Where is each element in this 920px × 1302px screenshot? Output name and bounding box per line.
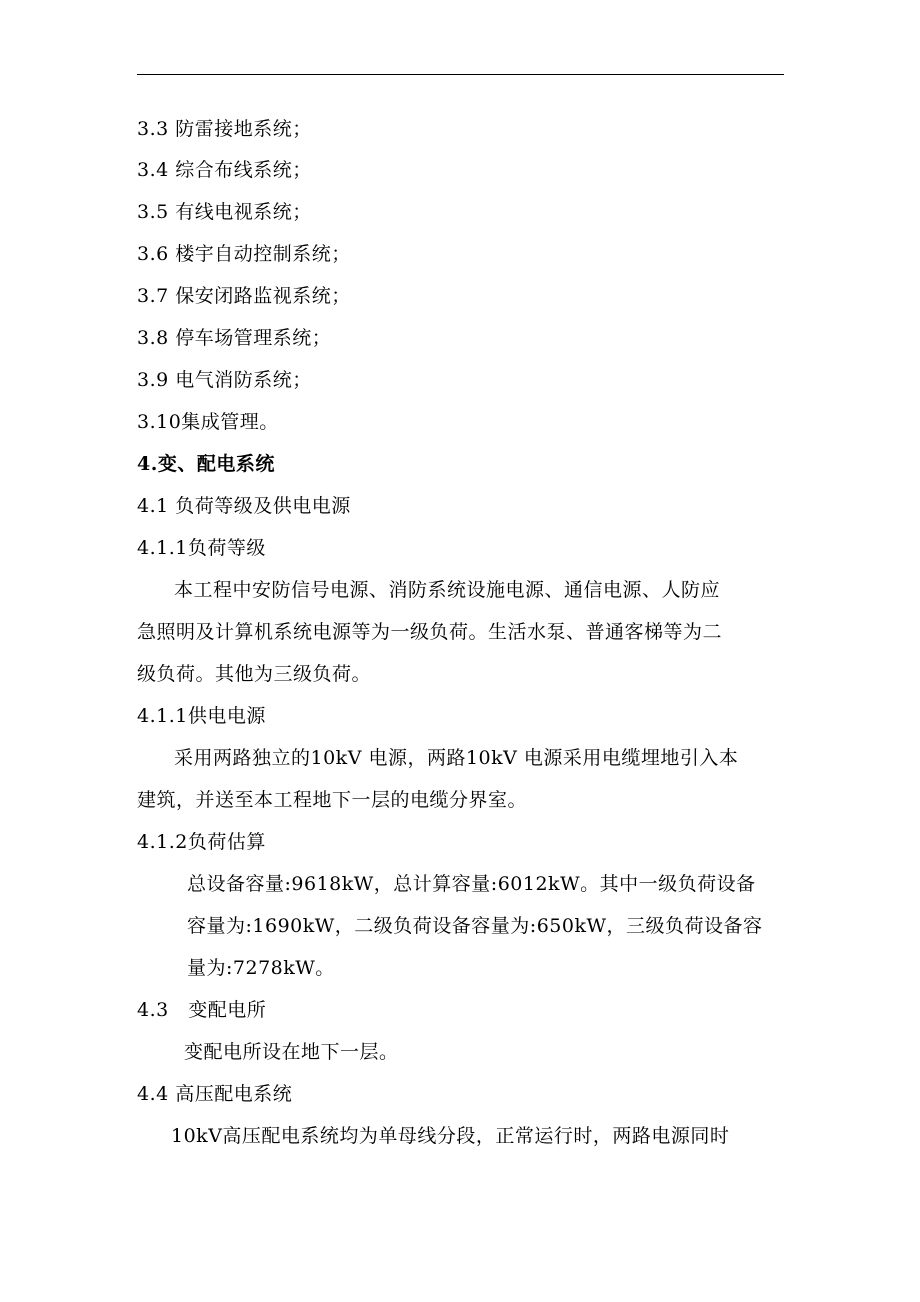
list-item-3-6: 3.6 楼宇自动控制系统； [137, 243, 351, 265]
list-item-3-10: 3.10集成管理。 [137, 411, 279, 433]
subheading-4-4: 4.4 高压配电系统 [137, 1083, 293, 1105]
paragraph-load-estimate-line-2: 容量为:1690kW，二级负荷设备容量为:650kW，三级负荷设备容 [187, 915, 763, 937]
list-item-3-7: 3.7 保安闭路监视系统； [137, 285, 351, 307]
paragraph-power-supply-line-2: 建筑，并送至本工程地下一层的电缆分界室。 [137, 789, 528, 811]
paragraph-hv-distribution-line-1: 10kV高压配电系统均为单母线分段，正常运行时，两路电源同时 [171, 1125, 730, 1147]
list-item-3-3: 3.3 防雷接地系统； [137, 118, 312, 140]
paragraph-load-level-line-1: 本工程中安防信号电源、消防系统设施电源、通信电源、人防应 [174, 579, 721, 601]
paragraph-load-level-line-3: 级负荷。其他为三级负荷。 [137, 663, 372, 685]
list-item-3-5: 3.5 有线电视系统； [137, 201, 312, 223]
subheading-4-1: 4.1 负荷等级及供电电源 [137, 495, 351, 517]
paragraph-load-estimate-line-3: 量为:7278kW。 [187, 957, 335, 979]
list-item-3-4: 3.4 综合布线系统； [137, 159, 312, 181]
paragraph-load-estimate-line-1: 总设备容量:9618kW，总计算容量:6012kW。其中一级负荷设备 [187, 873, 756, 895]
subheading-4-1-2: 4.1.2负荷估算 [137, 831, 266, 853]
list-item-3-8: 3.8 停车场管理系统； [137, 327, 332, 349]
section-heading-4: 4.变、配电系统 [137, 453, 275, 475]
header-rule [137, 74, 784, 75]
paragraph-load-level-line-2: 急照明及计算机系统电源等为一级负荷。生活水泵、普通客梯等为二 [137, 621, 723, 643]
subheading-4-1-1-power-supply: 4.1.1供电电源 [137, 705, 266, 727]
paragraph-power-supply-line-1: 采用两路独立的10kV 电源，两路10kV 电源采用电缆埋地引入本 [174, 747, 739, 769]
subheading-4-1-1-load-level: 4.1.1负荷等级 [137, 537, 266, 559]
paragraph-substation: 变配电所设在地下一层。 [184, 1041, 399, 1063]
subheading-4-3: 4.3 变配电所 [137, 999, 267, 1021]
list-item-3-9: 3.9 电气消防系统； [137, 369, 312, 391]
